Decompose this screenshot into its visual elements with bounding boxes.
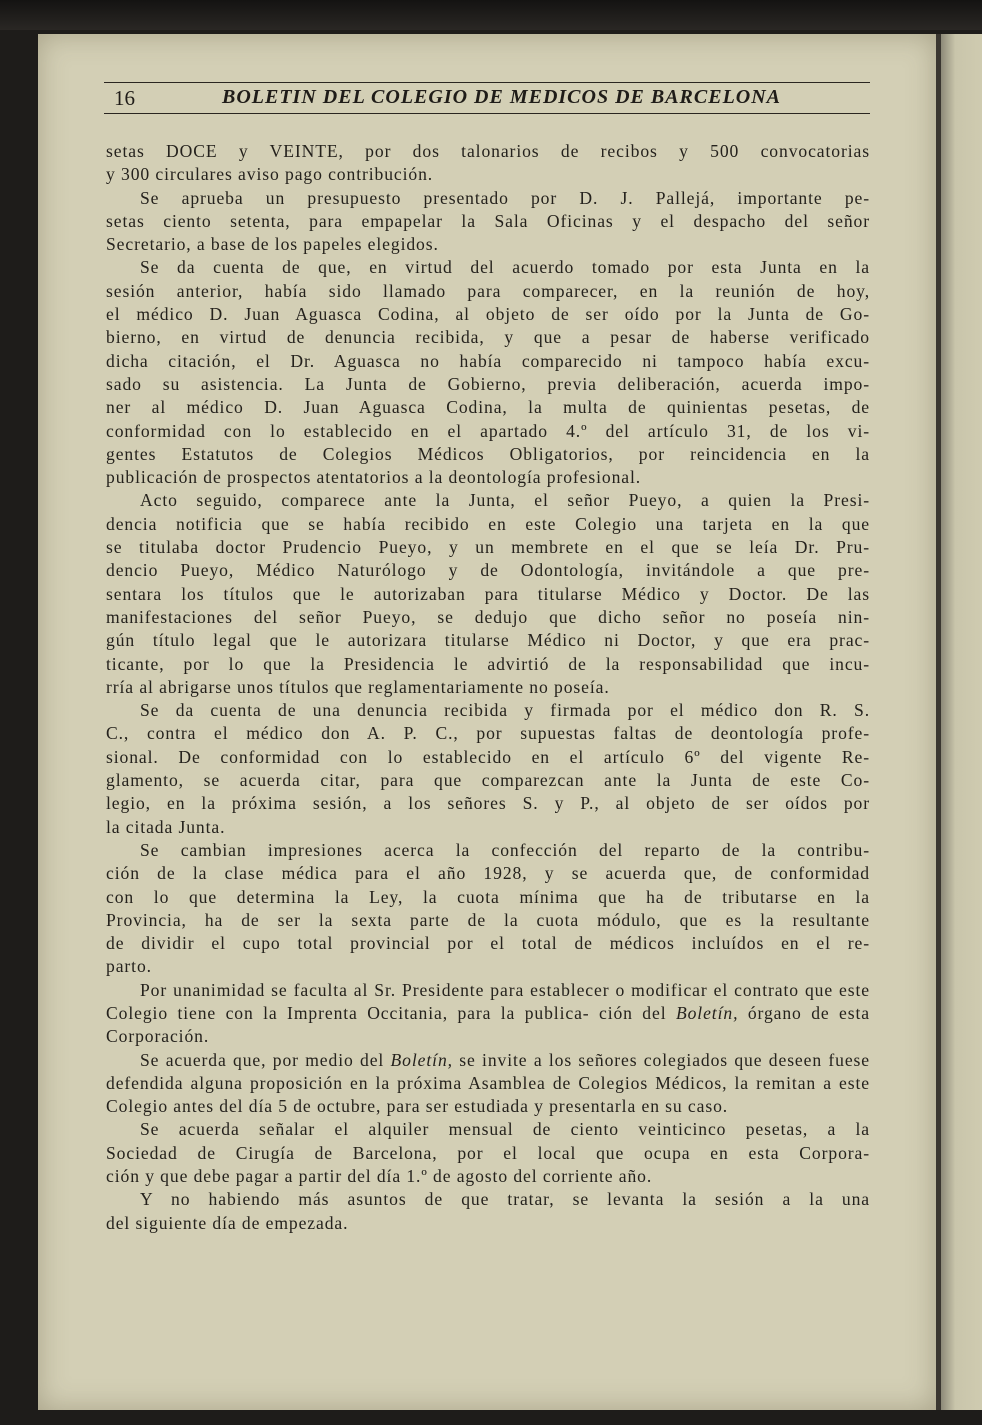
paragraph (106, 489, 870, 512)
paragraph-line (106, 583, 870, 606)
paragraph-line (106, 932, 870, 955)
paragraph-line (106, 233, 870, 256)
text-line: dencia notificia que se había recibido en este Colegio una tarjeta en la que (106, 513, 870, 534)
text-line: sado su asistencia. La Junta de Gobierno, previa deliberación, acuerda impo- (106, 373, 870, 394)
paragraph-line (106, 280, 870, 303)
text-segment: órgano de esta Corporación. (106, 1002, 870, 1047)
text-segment: Por unanimidad se faculta al Sr. Presidente para establecer o modificar el contrato que este Colegio tiene con la Imprenta Occitania, para la publica- ción del (106, 979, 870, 1023)
paragraph-line (106, 722, 870, 745)
paragraph-line (106, 396, 870, 419)
publication-title: Boletín, (675, 1002, 739, 1023)
text-line: conformidad con lo establecido en el apartado 4.º del artículo 31, de los vi- (106, 420, 870, 441)
text-line: el médico D. Juan Aguasca Codina, al objeto de ser oído por la Junta de Go- (106, 304, 870, 325)
running-header (104, 84, 870, 114)
text-line: C., contra el médico don A. P. C., por supuestas faltas de deontología profe- (106, 723, 870, 744)
body-text (106, 140, 870, 1235)
paragraph (106, 1118, 870, 1141)
paragraph-line (106, 513, 870, 536)
text-line: publicación de prospectos atentatorios a la deontología profesional. (106, 467, 642, 488)
paragraph-line (106, 746, 870, 769)
text-line: del siguiente día de empezada. (106, 1212, 349, 1233)
paragraph-line (106, 303, 870, 326)
paragraph-line (106, 1165, 870, 1188)
text-line: setas DOCE y VEINTE, por dos talonarios de recibos y 500 convocatorias (106, 141, 870, 161)
publication-title: Boletín, (390, 1049, 453, 1070)
text-line: legio, en la próxima sesión, a los señores S. y P., al objeto de ser oídos por (106, 793, 870, 814)
paragraph (106, 187, 870, 210)
text-line: gentes Estatutos de Colegios Médicos Obligatorios, por reincidencia en la (106, 443, 870, 464)
paragraph-line (106, 909, 870, 932)
paragraph-line (106, 606, 870, 629)
paragraph-line (106, 350, 870, 373)
paragraph-line (106, 210, 870, 233)
facing-page-edge (941, 34, 982, 1410)
paragraph (106, 1188, 870, 1211)
paragraph-line (106, 536, 870, 559)
text-line: Sociedad de Cirugía de Barcelona, por el local que ocupa en esta Corpora- (106, 1142, 870, 1163)
paragraph-line (106, 816, 870, 839)
text-line: la citada Junta. (106, 816, 226, 837)
page-number: 16 (114, 86, 135, 110)
text-segment: Se acuerda que, por medio del (140, 1049, 391, 1070)
paragraph (106, 979, 870, 1049)
paragraph (106, 699, 870, 722)
text-segment: se invite a los señores colegiados que deseen fuese defendida alguna proposición en la próxima Asamblea de Colegios Médicos, la remitan a este Colegio antes del día 5 de octubre, para ser estudiada y presentarla en su caso. (106, 1049, 870, 1117)
paragraph (106, 163, 870, 186)
paragraph (106, 140, 870, 163)
paragraph-line (106, 792, 870, 815)
text-line: gún título legal que le autorizara titularse Médico ni Doctor, y que era prac- (106, 630, 870, 651)
text-line: ción de la clase médica para el año 1928, y se acuerda que, de conformidad (106, 863, 870, 884)
paragraph (106, 839, 870, 862)
text-line: con lo que determina la Ley, la cuota mínima que ha de tributarse en la (106, 886, 870, 907)
text-line: ticante, por lo que la Presidencia le advirtió de la responsabilidad que incu- (106, 653, 870, 674)
text-line: Se da cuenta de que, en virtud del acuerdo tomado por esta Junta en la (140, 257, 870, 278)
paragraph-line (106, 1212, 870, 1235)
paragraph-line (106, 769, 870, 792)
text-line: setas ciento setenta, para empapelar la Sala Oficinas y el despacho del señor (106, 210, 870, 231)
header-rule-bottom (104, 113, 870, 114)
text-line: de dividir el cupo total provincial por el total de médicos incluídos en el re- (106, 933, 870, 954)
paragraph-line (106, 1142, 870, 1165)
text-line: Acto seguido, comparece ante la Junta, el señor Pueyo, a quien la Presi- (140, 490, 870, 511)
paragraph-line (106, 373, 870, 396)
paragraph (106, 256, 870, 279)
text-line: Se acuerda señalar el alquiler mensual de ciento veinticinco pesetas, a la (140, 1119, 870, 1140)
text-line: glamento, se acuerda citar, para que comparezcan ante la Junta de este Co- (106, 770, 870, 791)
text-line: parto. (106, 956, 152, 977)
paragraph-line (106, 629, 870, 652)
paragraph-line (106, 326, 870, 349)
text-line: se titulaba doctor Prudencio Pueyo, y un membrete en el que se leía Dr. Pru- (106, 537, 870, 558)
text-line: Y no habiendo más asuntos de que tratar, se levanta la sesión a la una (140, 1189, 870, 1210)
text-line: Se da cuenta de una denuncia recibida y firmada por el médico don R. S. (140, 700, 870, 721)
text-line: dencio Pueyo, Médico Naturólogo y de Odontología, invitándole a que pre- (106, 560, 870, 581)
text-line: dicha citación, el Dr. Aguasca no había comparecido ni tampoco había excu- (106, 350, 870, 371)
paragraph-line (106, 420, 870, 443)
text-line: Provincia, ha de ser la sexta parte de la cuota módulo, que es la resultante (106, 909, 870, 930)
header-rule-top (104, 82, 870, 83)
text-line: sentara los títulos que le autorizaban para titularse Médico y Doctor. De las (106, 583, 870, 604)
text-line: Se cambian impresiones acerca la confección del reparto de la contribu- (140, 839, 870, 860)
running-title: BOLETIN DEL COLEGIO DE MEDICOS DE BARCELONA (222, 86, 782, 108)
paragraph-line (106, 676, 870, 699)
paragraph (106, 1049, 870, 1119)
text-line: ner al médico D. Juan Aguasca Codina, la multa de quinientas pesetas, de (106, 397, 870, 418)
text-line: Secretario, a base de los papeles elegidos. (106, 234, 439, 255)
text-line: ción y que debe pagar a partir del día 1.º de agosto del corriente año. (106, 1166, 653, 1187)
paragraph-line (106, 653, 870, 676)
paragraph-line (106, 466, 870, 489)
text-line: y 300 circulares aviso pago contribución. (106, 164, 434, 185)
scan-background (0, 0, 982, 30)
text-line: bierno, en virtud de denuncia recibida, y que a pesar de haberse verificado (106, 327, 870, 348)
paragraph-line (106, 955, 870, 978)
text-line: Se aprueba un presupuesto presentado por D. J. Pallejá, importante pe- (140, 187, 870, 208)
paragraph-line (106, 862, 870, 885)
paragraph-line (106, 559, 870, 582)
text-line: sesión anterior, había sido llamado para comparecer, en la reunión de hoy, (106, 280, 870, 301)
paragraph-line (106, 443, 870, 466)
text-line: rría al abrigarse unos títulos que reglamentariamente no poseía. (106, 676, 610, 697)
paragraph-line (106, 886, 870, 909)
text-line: sional. De conformidad con lo establecido en el artículo 6º del vigente Re- (106, 746, 870, 767)
text-line: manifestaciones del señor Pueyo, se dedujo que dicho señor no poseía nin- (106, 606, 870, 627)
